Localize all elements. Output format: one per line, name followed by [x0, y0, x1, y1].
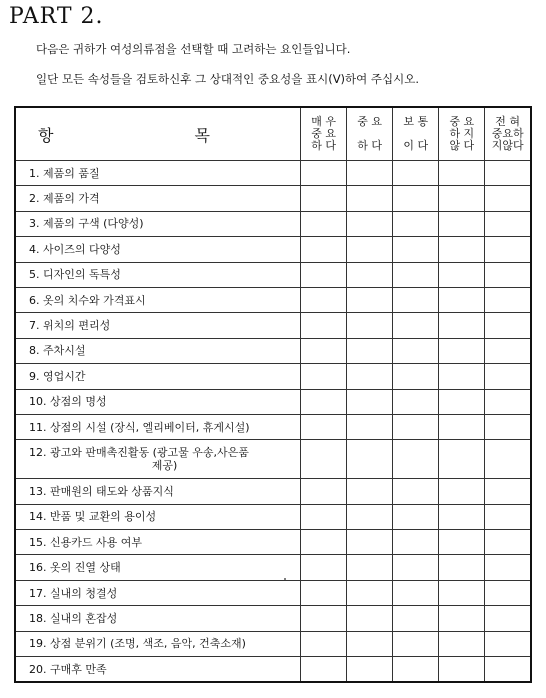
answer-cell-important[interactable] — [347, 414, 393, 439]
answer-cell-very-important[interactable] — [301, 440, 347, 479]
answer-cell-not-important[interactable] — [439, 338, 485, 363]
answer-cell-neutral[interactable] — [393, 338, 439, 363]
table-row — [15, 414, 531, 439]
answer-cell-important[interactable] — [347, 338, 393, 363]
answer-cell-very-important[interactable] — [301, 631, 347, 656]
instruction-line-1: 다음은 귀하가 여성의류점을 선택할 때 고려하는 요인들입니다. — [36, 42, 351, 56]
answer-cell-important[interactable] — [347, 313, 393, 338]
answer-cell-not-important[interactable] — [439, 186, 485, 211]
item-label: 1. 제품의 품질 — [29, 166, 100, 180]
answer-cell-not-at-all-important[interactable] — [485, 580, 531, 605]
item-label-cell — [15, 186, 301, 211]
item-label-cell — [15, 440, 301, 479]
answer-cell-very-important[interactable] — [301, 262, 347, 287]
rating-header-not-at-all-important: 전 혀 중요하 지않다 — [485, 107, 531, 161]
item-label: 13. 판매원의 태도와 상품지식 — [29, 484, 174, 498]
answer-cell-neutral[interactable] — [393, 657, 439, 683]
item-label-cell — [15, 237, 301, 262]
answer-cell-not-at-all-important[interactable] — [485, 313, 531, 338]
answer-cell-important[interactable] — [347, 262, 393, 287]
item-label-cell — [15, 631, 301, 656]
table-row — [15, 606, 531, 631]
answer-cell-not-at-all-important[interactable] — [485, 440, 531, 479]
answer-cell-neutral[interactable] — [393, 606, 439, 631]
answer-cell-important[interactable] — [347, 211, 393, 236]
answer-cell-very-important[interactable] — [301, 504, 347, 529]
answer-cell-neutral[interactable] — [393, 631, 439, 656]
answer-cell-very-important[interactable] — [301, 389, 347, 414]
item-label: 17. 실내의 청결성 — [29, 586, 118, 600]
answer-cell-neutral[interactable] — [393, 262, 439, 287]
table-row — [15, 530, 531, 555]
answer-cell-not-at-all-important[interactable] — [485, 237, 531, 262]
answer-cell-neutral[interactable] — [393, 504, 439, 529]
answer-cell-not-important[interactable] — [439, 313, 485, 338]
answer-cell-important[interactable] — [347, 479, 393, 504]
answer-cell-not-at-all-important[interactable] — [485, 657, 531, 683]
answer-cell-neutral[interactable] — [393, 186, 439, 211]
answer-cell-very-important[interactable] — [301, 479, 347, 504]
answer-cell-neutral[interactable] — [393, 580, 439, 605]
answer-cell-neutral[interactable] — [393, 364, 439, 389]
answer-cell-very-important[interactable] — [301, 237, 347, 262]
answer-cell-not-important[interactable] — [439, 555, 485, 580]
table-row — [15, 161, 531, 186]
item-label: 20. 구매후 만족 — [29, 662, 107, 676]
answer-cell-important[interactable] — [347, 530, 393, 555]
item-label-cell — [15, 211, 301, 236]
item-label-cell — [15, 657, 301, 683]
stray-mark — [284, 578, 286, 580]
answer-cell-neutral[interactable] — [393, 287, 439, 312]
item-label: 11. 상점의 시설 (장식, 엘리베이터, 휴게시설) — [29, 420, 250, 434]
answer-cell-neutral[interactable] — [393, 440, 439, 479]
item-label-cell — [15, 504, 301, 529]
table-row — [15, 389, 531, 414]
answer-cell-important[interactable] — [347, 364, 393, 389]
item-label-cell — [15, 414, 301, 439]
item-label-cell — [15, 530, 301, 555]
answer-cell-important[interactable] — [347, 657, 393, 683]
table-row — [15, 237, 531, 262]
answer-cell-very-important[interactable] — [301, 580, 347, 605]
part-title: PART 2. — [9, 4, 104, 29]
answer-cell-not-important[interactable] — [439, 631, 485, 656]
answer-cell-not-at-all-important[interactable] — [485, 338, 531, 363]
item-label: 19. 상점 분위기 (조명, 색조, 음악, 건축소재) — [29, 637, 246, 651]
answer-cell-not-important[interactable] — [439, 211, 485, 236]
answer-cell-important[interactable] — [347, 580, 393, 605]
answer-cell-important[interactable] — [347, 631, 393, 656]
table-row — [15, 211, 531, 236]
answer-cell-not-at-all-important[interactable] — [485, 186, 531, 211]
answer-cell-important[interactable] — [347, 237, 393, 262]
answer-cell-not-important[interactable] — [439, 161, 485, 186]
rating-header-important: 중 요 하 다 — [347, 107, 393, 161]
answer-cell-neutral[interactable] — [393, 161, 439, 186]
item-label: 15. 신용카드 사용 여부 — [29, 535, 142, 549]
item-label: 2. 제품의 가격 — [29, 192, 100, 206]
answer-cell-not-important[interactable] — [439, 504, 485, 529]
rating-header-not-important: 중 요 하 지 않 다 — [439, 107, 485, 161]
rating-header-very-important: 매 우 중 요 하 다 — [301, 107, 347, 161]
item-label: 9. 영업시간 — [29, 369, 86, 383]
table-row — [15, 657, 531, 683]
answer-cell-not-at-all-important[interactable] — [485, 414, 531, 439]
table-row — [15, 313, 531, 338]
item-label-cell — [15, 161, 301, 186]
answer-cell-not-important[interactable] — [439, 414, 485, 439]
answer-cell-very-important[interactable] — [301, 606, 347, 631]
answer-cell-not-at-all-important[interactable] — [485, 479, 531, 504]
item-label-cell — [15, 389, 301, 414]
answer-cell-very-important[interactable] — [301, 364, 347, 389]
table-header-row — [15, 107, 531, 161]
item-label: 8. 주차시설 — [29, 344, 86, 358]
item-label: 7. 위치의 편리성 — [29, 319, 111, 333]
answer-cell-not-important[interactable] — [439, 389, 485, 414]
answer-cell-very-important[interactable] — [301, 287, 347, 312]
answer-cell-not-important[interactable] — [439, 606, 485, 631]
table-row — [15, 479, 531, 504]
answer-cell-neutral[interactable] — [393, 313, 439, 338]
answer-cell-not-at-all-important[interactable] — [485, 262, 531, 287]
item-column-header: 항 목 — [15, 107, 301, 161]
table-row — [15, 504, 531, 529]
answer-cell-not-at-all-important[interactable] — [485, 211, 531, 236]
answer-cell-not-important[interactable] — [439, 237, 485, 262]
answer-cell-neutral[interactable] — [393, 389, 439, 414]
answer-cell-neutral[interactable] — [393, 414, 439, 439]
answer-cell-very-important[interactable] — [301, 530, 347, 555]
answer-cell-very-important[interactable] — [301, 313, 347, 338]
answer-cell-not-important[interactable] — [439, 364, 485, 389]
table-row — [15, 580, 531, 605]
item-label-cell — [15, 262, 301, 287]
answer-cell-not-at-all-important[interactable] — [485, 555, 531, 580]
item-label-cell — [15, 606, 301, 631]
answer-cell-neutral[interactable] — [393, 479, 439, 504]
item-label-cell — [15, 364, 301, 389]
item-label: 12. 광고와 판매촉진활동 (광고물 우송,사은품 — [29, 446, 249, 460]
item-label: 4. 사이즈의 다양성 — [29, 242, 121, 256]
answer-cell-not-important[interactable] — [439, 287, 485, 312]
item-label: 5. 디자인의 독특성 — [29, 268, 121, 282]
answer-cell-not-at-all-important[interactable] — [485, 530, 531, 555]
answer-cell-very-important[interactable] — [301, 414, 347, 439]
answer-cell-not-at-all-important[interactable] — [485, 287, 531, 312]
answer-cell-important[interactable] — [347, 606, 393, 631]
table-row — [15, 262, 531, 287]
answer-cell-not-important[interactable] — [439, 657, 485, 683]
answer-cell-important[interactable] — [347, 161, 393, 186]
item-label: 14. 반품 및 교환의 용이성 — [29, 510, 157, 524]
item-label: 16. 옷의 진열 상태 — [29, 561, 121, 575]
answer-cell-not-at-all-important[interactable] — [485, 631, 531, 656]
rating-header-neutral: 보 통 이 다 — [393, 107, 439, 161]
answer-cell-neutral[interactable] — [393, 530, 439, 555]
answer-cell-neutral[interactable] — [393, 237, 439, 262]
answer-cell-important[interactable] — [347, 504, 393, 529]
item-label-continuation: 제공) — [151, 459, 178, 473]
answer-cell-neutral[interactable] — [393, 211, 439, 236]
answer-cell-very-important[interactable] — [301, 161, 347, 186]
item-label-cell — [15, 479, 301, 504]
item-label-cell — [15, 313, 301, 338]
item-label-cell — [15, 287, 301, 312]
item-label: 18. 실내의 혼잡성 — [29, 611, 118, 625]
answer-cell-not-at-all-important[interactable] — [485, 364, 531, 389]
table-row — [15, 364, 531, 389]
answer-cell-not-important[interactable] — [439, 440, 485, 479]
answer-cell-not-important[interactable] — [439, 262, 485, 287]
answer-cell-not-important[interactable] — [439, 479, 485, 504]
answer-cell-very-important[interactable] — [301, 657, 347, 683]
item-label: 6. 옷의 치수와 가격표시 — [29, 293, 146, 307]
answer-cell-not-at-all-important[interactable] — [485, 161, 531, 186]
item-label-cell — [15, 580, 301, 605]
answer-cell-important[interactable] — [347, 555, 393, 580]
answer-cell-not-important[interactable] — [439, 580, 485, 605]
answer-cell-not-important[interactable] — [439, 530, 485, 555]
table-row — [15, 631, 531, 656]
survey-table — [14, 106, 532, 683]
table-row — [15, 555, 531, 580]
answer-cell-important[interactable] — [347, 287, 393, 312]
answer-cell-not-at-all-important[interactable] — [485, 389, 531, 414]
item-label: 10. 상점의 명성 — [29, 395, 107, 409]
item-label: 3. 제품의 구색 (다양성) — [29, 217, 144, 231]
answer-cell-not-at-all-important[interactable] — [485, 606, 531, 631]
table-row — [15, 186, 531, 211]
answer-cell-very-important[interactable] — [301, 186, 347, 211]
answer-cell-very-important[interactable] — [301, 338, 347, 363]
answer-cell-not-at-all-important[interactable] — [485, 504, 531, 529]
answer-cell-important[interactable] — [347, 186, 393, 211]
instruction-line-2: 일단 모든 속성들을 검토하신후 그 상대적인 중요성을 표시(V)하여 주십시오. — [36, 72, 420, 86]
table-row — [15, 287, 531, 312]
item-label-cell — [15, 555, 301, 580]
answer-cell-very-important[interactable] — [301, 211, 347, 236]
table-row — [15, 338, 531, 363]
item-label-cell — [15, 338, 301, 363]
answer-cell-important[interactable] — [347, 440, 393, 479]
answer-cell-neutral[interactable] — [393, 555, 439, 580]
table-row — [15, 440, 531, 479]
answer-cell-very-important[interactable] — [301, 555, 347, 580]
answer-cell-important[interactable] — [347, 389, 393, 414]
